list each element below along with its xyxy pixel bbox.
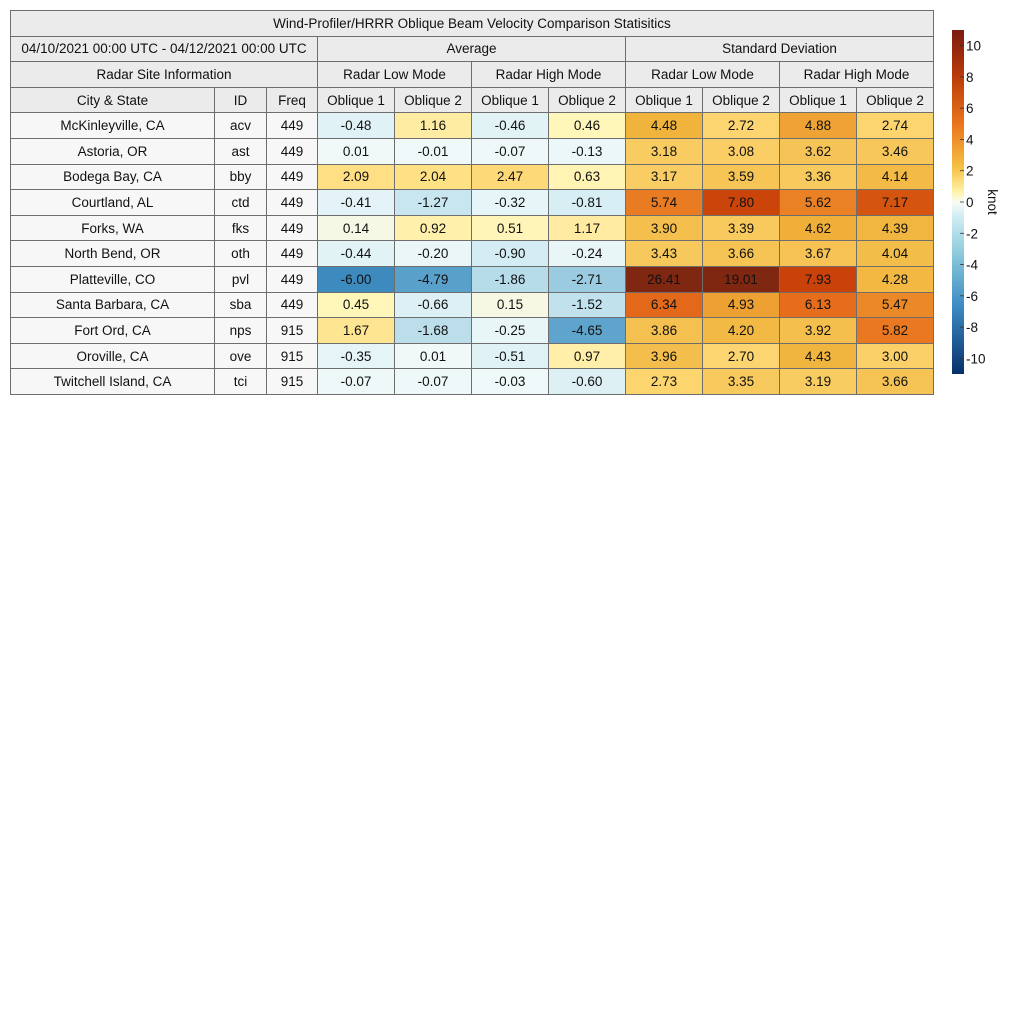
group-header-std-dev: Standard Deviation — [626, 36, 934, 62]
value-cell: -1.86 — [472, 266, 549, 292]
table-body — [11, 113, 934, 395]
table-row — [11, 318, 934, 344]
value-cell: 0.01 — [318, 138, 395, 164]
value-cell: 3.66 — [857, 369, 934, 395]
value-cell: -0.20 — [395, 241, 472, 267]
site-freq-cell: 915 — [267, 369, 318, 395]
value-cell: 2.04 — [395, 164, 472, 190]
info-header: Radar Site Information — [11, 62, 318, 88]
site-id-cell: oth — [215, 241, 267, 267]
value-cell: -0.07 — [318, 369, 395, 395]
value-cell: -0.24 — [549, 241, 626, 267]
colorbar-tick-label: 4 — [966, 132, 974, 148]
value-cell: 3.67 — [780, 241, 857, 267]
colorbar-tick-label: 6 — [966, 101, 974, 117]
column-header-std-low-oblique-1: Oblique 1 — [626, 87, 703, 113]
site-id-cell: ctd — [215, 190, 267, 216]
site-freq-cell: 449 — [267, 138, 318, 164]
stats-table — [10, 10, 934, 395]
value-cell: 3.90 — [626, 215, 703, 241]
value-cell: 4.04 — [857, 241, 934, 267]
column-header-avg-high-oblique-2: Oblique 2 — [549, 87, 626, 113]
site-city-cell: Platteville, CO — [11, 266, 215, 292]
mode-header-avg-high: Radar High Mode — [472, 62, 626, 88]
column-header-std-high-oblique-2: Oblique 2 — [857, 87, 934, 113]
value-cell: 5.62 — [780, 190, 857, 216]
column-header-id: ID — [215, 87, 267, 113]
site-city-cell: North Bend, OR — [11, 241, 215, 267]
colorbar-tick-label: -2 — [966, 226, 979, 242]
colorbar-tick-label: -8 — [966, 320, 979, 336]
site-freq-cell: 449 — [267, 190, 318, 216]
value-cell: -0.03 — [472, 369, 549, 395]
site-id-cell: sba — [215, 292, 267, 318]
value-cell: 4.93 — [703, 292, 780, 318]
value-cell: 0.14 — [318, 215, 395, 241]
site-id-cell: ast — [215, 138, 267, 164]
value-cell: 4.20 — [703, 318, 780, 344]
table-row — [11, 164, 934, 190]
column-header-avg-low-oblique-1: Oblique 1 — [318, 87, 395, 113]
site-freq-cell: 449 — [267, 292, 318, 318]
colorbar — [950, 26, 1020, 378]
value-cell: 0.01 — [395, 343, 472, 369]
table-row — [11, 215, 934, 241]
colorbar-tick-label: 10 — [966, 38, 982, 54]
table-row — [11, 343, 934, 369]
value-cell: 0.45 — [318, 292, 395, 318]
site-freq-cell: 449 — [267, 266, 318, 292]
value-cell: 5.74 — [626, 190, 703, 216]
value-cell: 3.08 — [703, 138, 780, 164]
mode-header-avg-low: Radar Low Mode — [318, 62, 472, 88]
site-freq-cell: 449 — [267, 164, 318, 190]
value-cell: 0.46 — [549, 113, 626, 139]
date-range: 04/10/2021 00:00 UTC - 04/12/2021 00:00 UTC — [11, 36, 318, 62]
value-cell: -0.25 — [472, 318, 549, 344]
value-cell: 3.46 — [857, 138, 934, 164]
colorbar-label: knot — [985, 189, 1000, 215]
site-id-cell: acv — [215, 113, 267, 139]
site-city-cell: Courtland, AL — [11, 190, 215, 216]
value-cell: 0.63 — [549, 164, 626, 190]
value-cell: 3.59 — [703, 164, 780, 190]
value-cell: -0.90 — [472, 241, 549, 267]
table-row — [11, 292, 934, 318]
value-cell: -4.65 — [549, 318, 626, 344]
value-cell: 3.43 — [626, 241, 703, 267]
value-cell: 3.62 — [780, 138, 857, 164]
site-city-cell: Astoria, OR — [11, 138, 215, 164]
value-cell: 1.16 — [395, 113, 472, 139]
value-cell: 3.17 — [626, 164, 703, 190]
value-cell: 2.47 — [472, 164, 549, 190]
value-cell: 7.93 — [780, 266, 857, 292]
table-row — [11, 241, 934, 267]
value-cell: -0.41 — [318, 190, 395, 216]
colorbar-tick-label: 0 — [966, 195, 974, 210]
value-cell: 4.62 — [780, 215, 857, 241]
site-id-cell: ove — [215, 343, 267, 369]
value-cell: -0.07 — [395, 369, 472, 395]
value-cell: -1.68 — [395, 318, 472, 344]
table-row — [11, 113, 934, 139]
value-cell: 3.96 — [626, 343, 703, 369]
value-cell: -0.35 — [318, 343, 395, 369]
value-cell: 4.88 — [780, 113, 857, 139]
value-cell: 3.36 — [780, 164, 857, 190]
value-cell: 4.14 — [857, 164, 934, 190]
value-cell: 1.17 — [549, 215, 626, 241]
value-cell: -0.07 — [472, 138, 549, 164]
site-freq-cell: 915 — [267, 343, 318, 369]
value-cell: 6.13 — [780, 292, 857, 318]
value-cell: 26.41 — [626, 266, 703, 292]
colorbar-tick-label: -4 — [966, 257, 979, 273]
value-cell: 19.01 — [703, 266, 780, 292]
site-city-cell: McKinleyville, CA — [11, 113, 215, 139]
value-cell: 2.74 — [857, 113, 934, 139]
value-cell: 2.09 — [318, 164, 395, 190]
site-city-cell: Bodega Bay, CA — [11, 164, 215, 190]
value-cell: -0.46 — [472, 113, 549, 139]
value-cell: -0.51 — [472, 343, 549, 369]
value-cell: -0.44 — [318, 241, 395, 267]
site-id-cell: fks — [215, 215, 267, 241]
value-cell: 3.92 — [780, 318, 857, 344]
value-cell: 3.19 — [780, 369, 857, 395]
site-city-cell: Forks, WA — [11, 215, 215, 241]
value-cell: 2.70 — [703, 343, 780, 369]
column-header-freq: Freq — [267, 87, 318, 113]
column-header-avg-high-oblique-1: Oblique 1 — [472, 87, 549, 113]
value-cell: 5.82 — [857, 318, 934, 344]
column-header-std-low-oblique-2: Oblique 2 — [703, 87, 780, 113]
table-row — [11, 138, 934, 164]
site-id-cell: tci — [215, 369, 267, 395]
value-cell: 7.17 — [857, 190, 934, 216]
site-id-cell: pvl — [215, 266, 267, 292]
value-cell: -0.81 — [549, 190, 626, 216]
value-cell: 4.48 — [626, 113, 703, 139]
colorbar-tick-label: -6 — [966, 288, 979, 304]
site-city-cell: Fort Ord, CA — [11, 318, 215, 344]
site-id-cell: bby — [215, 164, 267, 190]
value-cell: 0.15 — [472, 292, 549, 318]
value-cell: -0.60 — [549, 369, 626, 395]
value-cell: -2.71 — [549, 266, 626, 292]
site-freq-cell: 449 — [267, 215, 318, 241]
site-id-cell: nps — [215, 318, 267, 344]
site-city-cell: Twitchell Island, CA — [11, 369, 215, 395]
value-cell: -4.79 — [395, 266, 472, 292]
site-freq-cell: 915 — [267, 318, 318, 344]
column-header-city: City & State — [11, 87, 215, 113]
value-cell: 3.39 — [703, 215, 780, 241]
value-cell: -0.48 — [318, 113, 395, 139]
value-cell: 4.43 — [780, 343, 857, 369]
value-cell: 3.35 — [703, 369, 780, 395]
value-cell: -0.66 — [395, 292, 472, 318]
value-cell: -6.00 — [318, 266, 395, 292]
site-freq-cell: 449 — [267, 241, 318, 267]
column-header-avg-low-oblique-2: Oblique 2 — [395, 87, 472, 113]
value-cell: 5.47 — [857, 292, 934, 318]
value-cell: 0.97 — [549, 343, 626, 369]
site-city-cell: Oroville, CA — [11, 343, 215, 369]
mode-header-std-high: Radar High Mode — [780, 62, 934, 88]
value-cell: 6.34 — [626, 292, 703, 318]
colorbar-tick-label: -10 — [966, 351, 986, 367]
value-cell: -1.27 — [395, 190, 472, 216]
value-cell: 3.18 — [626, 138, 703, 164]
value-cell: 2.73 — [626, 369, 703, 395]
value-cell: 7.80 — [703, 190, 780, 216]
value-cell: 0.51 — [472, 215, 549, 241]
group-header-average: Average — [318, 36, 626, 62]
value-cell: 0.92 — [395, 215, 472, 241]
value-cell: 4.28 — [857, 266, 934, 292]
site-city-cell: Santa Barbara, CA — [11, 292, 215, 318]
table-title: Wind-Profiler/HRRR Oblique Beam Velocity Comparison Statisitics — [11, 11, 934, 37]
value-cell: 4.39 — [857, 215, 934, 241]
table-row — [11, 190, 934, 216]
value-cell: 2.72 — [703, 113, 780, 139]
site-freq-cell: 449 — [267, 113, 318, 139]
column-header-std-high-oblique-1: Oblique 1 — [780, 87, 857, 113]
colorbar-tick-label: 2 — [966, 163, 974, 179]
colorbar-tick-label: 8 — [966, 69, 974, 85]
table-row — [11, 369, 934, 395]
value-cell: -0.32 — [472, 190, 549, 216]
value-cell: -1.52 — [549, 292, 626, 318]
value-cell: 3.66 — [703, 241, 780, 267]
mode-header-std-low: Radar Low Mode — [626, 62, 780, 88]
value-cell: 3.86 — [626, 318, 703, 344]
value-cell: -0.01 — [395, 138, 472, 164]
value-cell: 1.67 — [318, 318, 395, 344]
value-cell: 3.00 — [857, 343, 934, 369]
table-row — [11, 266, 934, 292]
value-cell: -0.13 — [549, 138, 626, 164]
